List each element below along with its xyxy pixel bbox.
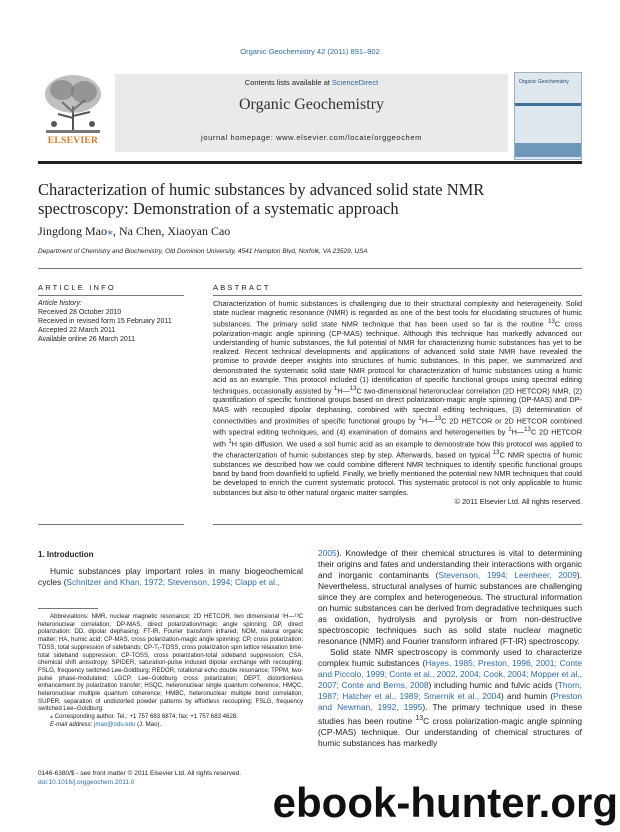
article-info-rule <box>38 295 184 296</box>
intro-text: ). Knowledge of their chemical structures is vital to determining their origins and fates and understanding their interactions with organic and inorganic contaminants ( <box>318 548 582 580</box>
article-info-bottom-rule <box>38 524 184 525</box>
introduction-right-column <box>318 548 582 749</box>
footnotes <box>38 613 303 729</box>
history-accepted: Accepted 22 March 2011 <box>38 327 116 334</box>
history-online: Available online 26 March 2011 <box>38 336 136 343</box>
superscript: 1 <box>228 437 232 445</box>
intro-paragraph <box>38 566 303 588</box>
article-history <box>38 299 186 344</box>
email-suffix: (J. Mao). <box>135 720 162 728</box>
citation-link[interactable]: Hayes, 1985; Preston, 1996, 2001; Conte and Piccolo, 1999; Conte et al., 2002, 2004; Cook, 2004; Mopper et al., 2007; Conte and Berns, 2008 <box>318 658 582 690</box>
affiliation: Department of Chemistry and Biochemistry, Old Dominion University, 4541 Hampton Blvd, Norfolk, VA 23529, USA <box>38 248 368 255</box>
intro-text: ). The primary technique used in these studies has been routine <box>318 702 582 726</box>
journal-cover-thumbnail <box>514 72 582 160</box>
abstract-part: C 2D HETCOR with <box>213 427 583 449</box>
corresponding-author-mark[interactable]: ⁎ <box>107 224 113 238</box>
cover-title: Organic Geochemistry <box>519 79 569 85</box>
title-divider <box>38 268 582 269</box>
intro-text: Solid state NMR spectroscopy is commonly used to characterize complex humic substances ( <box>318 647 582 668</box>
elsevier-tree-logo <box>40 72 106 142</box>
citation-link[interactable]: Thorn, 1987; Hatcher et al., 1989; Smernik et al., 2004 <box>318 680 582 701</box>
article-info-heading: ARTICLE INFO <box>38 283 116 292</box>
citation-link[interactable]: 2005 <box>318 548 337 558</box>
superscript: 1 <box>333 384 338 392</box>
abstract-bottom-rule <box>213 524 582 525</box>
first-author: Jingdong Mao <box>38 224 107 238</box>
abstract-part: C cross polarization-magic angle spinning (CP-MAS) technique. Although this technique has markedly advanced our understanding of humic substances, the full potential of NMR for characterizing humic substances has yet to be realized. Recent technical developments and applications of advanced solid state NMR have revealed the promise to provide deeper insights into structures of humic substances. In this paper, we summarized and demonstrated the systematic solid state NMR protocol for characterization of humic substances using a humic acid as an example. This protocol included (1) identification of specific functional groups using spectral editing techniques, occasionally assisted by <box>213 319 583 396</box>
abstract-part: C NMR spectra of humic substances we described how we could combine different NMR techniques to identify specific functional groups band by band from downfield to upfield. Finally, we briefly mentioned the potential new NMR techniques that could be developed to enrich the current systematic protocol. This systematic protocol is not only applicable to humic substances but also to other natural organic matter samples. <box>213 450 582 497</box>
footnote-rule <box>38 608 98 609</box>
citation-link[interactable]: Preston and Newman, 1992, 1995 <box>318 691 583 712</box>
abstract-part: H— <box>337 386 350 396</box>
introduction-left-column <box>38 566 303 588</box>
abstract-part: H— <box>421 416 435 426</box>
homepage-prefix: journal homepage: <box>201 133 277 142</box>
intro-paragraph <box>318 647 582 749</box>
other-authors: , Na Chen, Xiaoyan Cao <box>113 224 231 238</box>
history-revised: Received in revised form 15 February 2011 <box>38 318 172 325</box>
doi-link[interactable]: doi:10.1016/j.orggeochem.2011.0 <box>38 778 135 786</box>
cover-stripe <box>515 103 581 106</box>
journal-title: Organic Geochemistry <box>239 96 384 113</box>
email-footnote <box>38 721 303 729</box>
superscript: 13 <box>492 449 500 457</box>
history-received: Received 28 October 2010 <box>38 309 122 316</box>
contents-line <box>115 78 508 87</box>
superscript: 13 <box>524 426 531 434</box>
superscript: 13 <box>548 318 555 326</box>
intro-text: ) and humin ( <box>500 691 554 701</box>
email-label: E-mail address: <box>50 720 95 728</box>
watermark-banner <box>256 777 620 827</box>
abstract-part: H— <box>511 427 525 437</box>
superscript: 13 <box>415 715 424 722</box>
citation-link[interactable]: Schnitzer and Khan, 1972; Stevenson, 1994; Clapp et al., <box>66 577 280 587</box>
copyright-notice: © 2011 Elsevier Ltd. All rights reserved. <box>454 496 582 506</box>
introduction-heading: 1. Introduction <box>38 550 94 559</box>
header-divider <box>38 161 582 164</box>
superscript: 1 <box>418 414 422 422</box>
abstract-part: C two-dimensional heteronuclear correlation (2D HETCOR) NMR, (2) quantification of specific functional groups based on direct polarization-magic angle spinning (DP-MAS) and DP-MAS with recoupled dipolar dephasing, combined with spectral editing techniques, (3) determination of connectivities and proximities of specific functional groups by <box>213 386 583 426</box>
abstract-heading: ABSTRACT <box>213 283 271 292</box>
abstract-text <box>213 299 582 506</box>
article-title: Characterization of humic substances by advanced solid state NMR spectroscopy: Demonstration of a systematic approach <box>38 180 485 218</box>
intro-text: ). Nevertheless, structural analyses of humic substances are challenging since they are complex and heterogeneous. The structural information on humic substances can be derived from degradative techniques such as oxidation, hydrolysis and pyrolysis or from non-destructive spectroscopic techniques such as solid state nuclear magnetic resonance (NMR) and Fourier transform infrared (FT-IR) spectroscopy. <box>318 570 582 646</box>
homepage-line <box>115 133 508 142</box>
issn-line: 0146-6380/$ - see front matter © 2011 Elsevier Ltd. All rights reserved. <box>38 770 242 777</box>
superscript: 13 <box>434 414 442 422</box>
contents-prefix: Contents lists available at <box>244 78 332 87</box>
intro-text: ) including humic and fulvic acids ( <box>428 680 558 690</box>
superscript: 13 <box>349 384 357 392</box>
abbreviations-footnote: Abbreviations: NMR, nuclear magnetic resonance; 2D HETCOR, two dimensional ¹H—¹³C heteronuclear correlation; DP-MAS, direct polarization/magic angle spinning; DP, direct polarization; DD, dipolar dephasing; FT-IR, Fourier transform infrared; NOM, natural organic matter; HA, humic acid; CP-MAS, cross polarization-magic angle spinning; CP, cross polarization; TOSS, total suppression of sidebands; CP-T₁-TOSS, cross polarization spin lattice relaxation time-total sideband suppression; CP-TOSS, cross polarization-total sideband suppression; CSA, chemical shift anisotropy; SPIDER, saturation-pulse induced dipolar exchange with recoupling; FSLG, frequency switched Lee-Goldburg; REDOR, rotational echo double resonance; TPPM, two-pulse phase-modulated; LGCP, Lee–Goldburg cross polarization; DEPT, distortionless enhancement by polarization transfer; HSQC, heteronuclear single quantum coherence; HMQC, heteronuclear multiple quantum coherence; HMBC, heteronuclear multiple bond correlation; SUPER, separation of undistorted powder patterns by effortless recoupling; FSLG, frequency switched Lee–Goldburg. <box>38 613 303 713</box>
homepage-link[interactable]: www.elsevier.com/locate/orggeochem <box>276 133 422 142</box>
abstract-rule <box>213 295 582 296</box>
author-line <box>38 224 230 239</box>
citation-link[interactable]: Stevenson, 1994; Leenheer, 2009 <box>438 570 577 580</box>
abstract-part: Characterization of humic substances is challenging due to their structural complexity and heterogeneity. Solid state nuclear magnetic resonance (NMR) is regarded as one of the best tools for elucidating structures of humic substances. The primary solid state NMR technique that has been used so far is the routine <box>213 299 582 329</box>
intro-paragraph <box>318 548 582 647</box>
email-link[interactable]: jmao@odu.edu <box>94 720 136 728</box>
journal-reference[interactable]: Organic Geochemistry 42 (2011) 891–902 <box>240 47 380 56</box>
publisher-name: ELSEVIER <box>47 136 99 146</box>
abstract-part: C 2D HETCOR or 2D HETCOR combined with spectral editing techniques, and (4) examination of domains and heterogeneities by <box>213 416 582 437</box>
corresponding-author-footnote: ⁎ Corresponding author. Tel.: +1 757 683 6874; fax: +1 757 683 4628. <box>50 713 238 721</box>
cover-band <box>515 143 581 157</box>
watermark-text: ebook-hunter.org <box>272 779 618 826</box>
superscript: 1 <box>508 426 512 434</box>
abstract-part: H spin diffusion. We used a soil humic acid as an example to demonstrate how this protocol was applied to the characterization of humic substances step by step. Afterwards, based on typical <box>213 439 582 460</box>
sciencedirect-link[interactable]: ScienceDirect <box>331 78 379 87</box>
intro-text: Humic substances play important roles in many biogeochemical cycles ( <box>38 566 303 587</box>
intro-text: C cross polarization-magic angle spinning (CP-MAS) technique. Our understanding of chemical structures of humic substances has markedly <box>318 715 582 748</box>
history-label: Article history: <box>38 300 82 307</box>
